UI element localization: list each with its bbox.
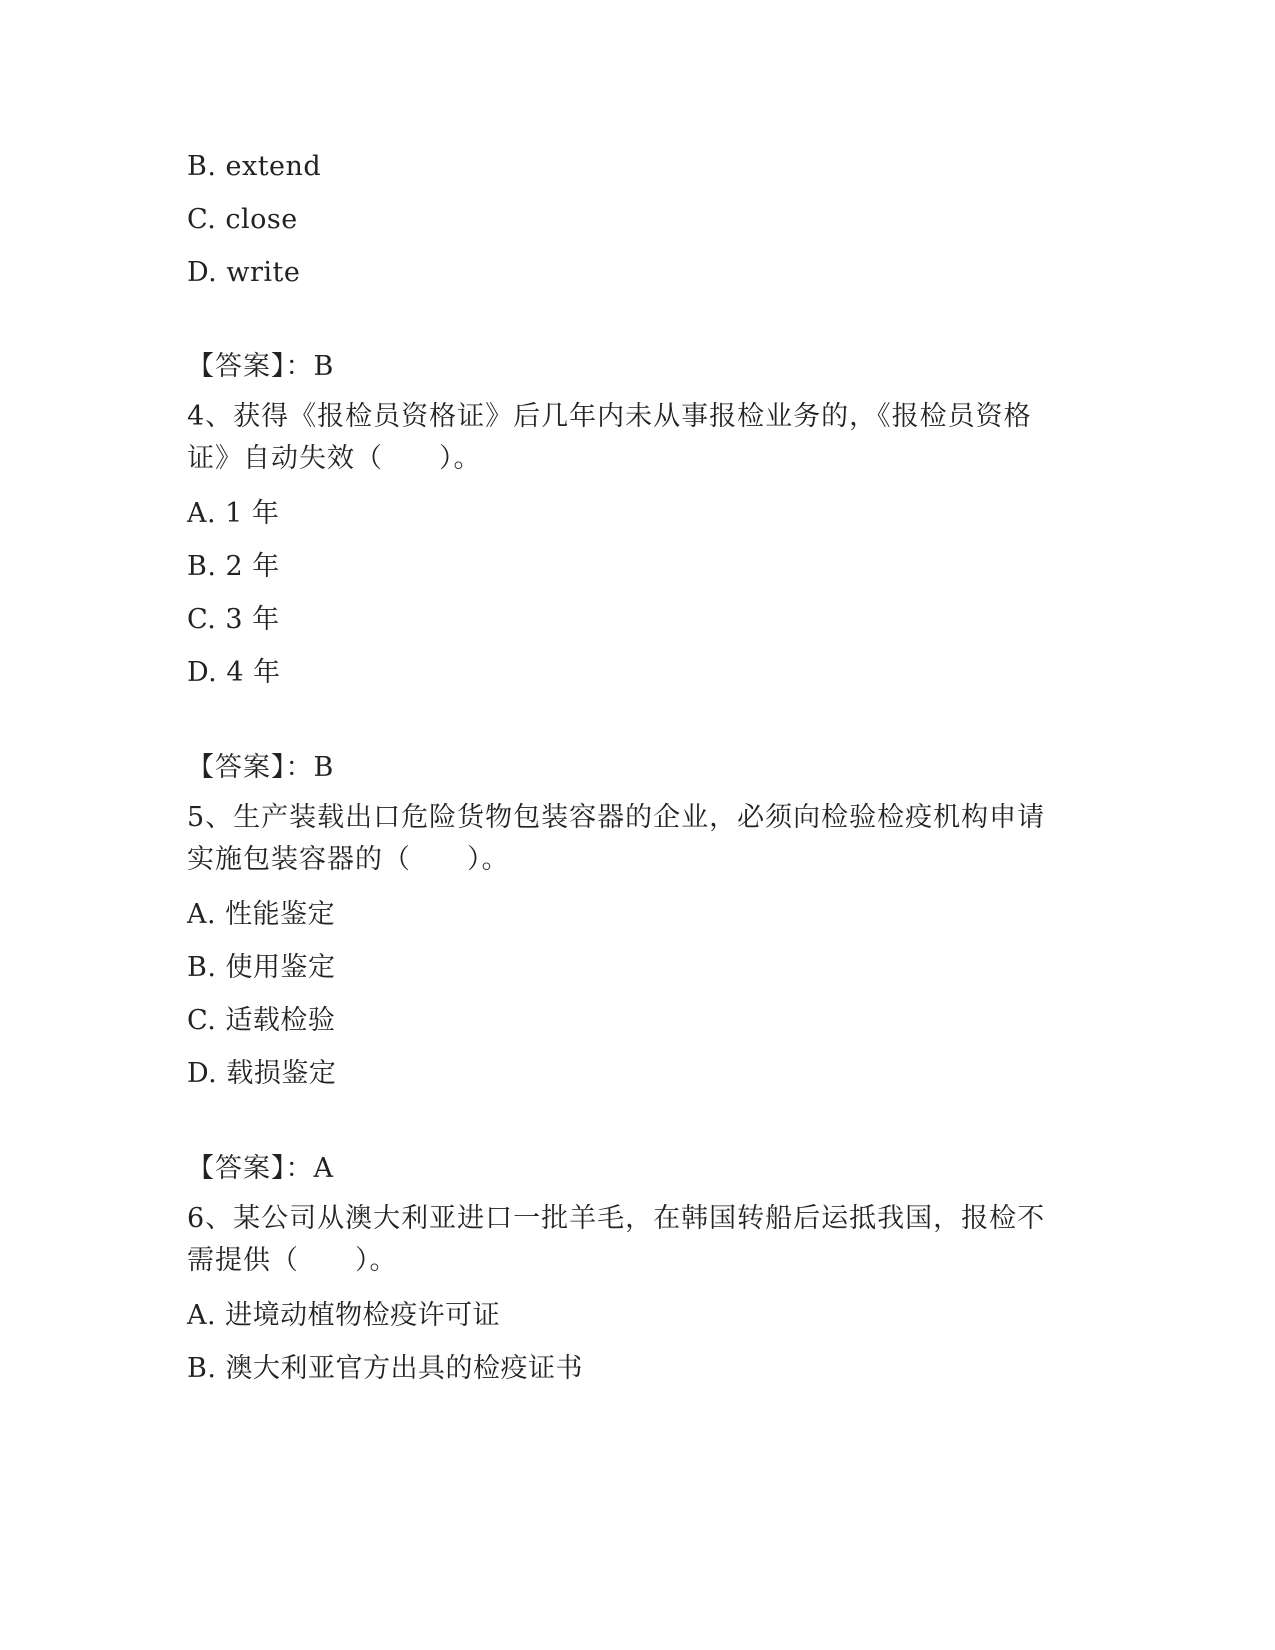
option-b: B. 使用鉴定	[187, 952, 336, 983]
question-stem-line: 5、生产装载出口危险货物包装容器的企业，必须向检验检疫机构申请	[187, 802, 1046, 833]
option-d: D. 载损鉴定	[187, 1058, 337, 1089]
answer-label: 【答案】：B	[187, 752, 335, 783]
option-a: A. 1 年	[187, 498, 280, 529]
answer-label: 【答案】：A	[187, 1153, 334, 1184]
option-d: D. 4 年	[187, 657, 281, 688]
question-stem-line: 证》自动失效（ ）。	[187, 443, 482, 474]
option-a: A. 性能鉴定	[187, 899, 336, 930]
question-5-stem	[187, 797, 1087, 881]
option-c: C. 适载检验	[187, 1005, 336, 1036]
option-b: B. extend	[187, 151, 322, 182]
question-4-stem	[187, 396, 1087, 480]
option-b: B. 澳大利亚官方出具的检疫证书	[187, 1353, 584, 1384]
question-6-stem	[187, 1198, 1087, 1282]
option-b: B. 2 年	[187, 551, 280, 582]
question-stem-line: 需提供（ ）。	[187, 1245, 398, 1276]
answer-label: 【答案】：B	[187, 351, 335, 382]
option-c: C. close	[187, 204, 298, 235]
question-stem-line: 6、某公司从澳大利亚进口一批羊毛，在韩国转船后运抵我国，报检不	[187, 1203, 1046, 1234]
option-a: A. 进境动植物检疫许可证	[187, 1300, 501, 1331]
question-stem-line: 实施包装容器的（ ）。	[187, 844, 510, 875]
question-stem-line: 4、获得《报检员资格证》后几年内未从事报检业务的，《报检员资格	[187, 401, 1032, 432]
option-c: C. 3 年	[187, 604, 280, 635]
option-d: D. write	[187, 257, 301, 288]
